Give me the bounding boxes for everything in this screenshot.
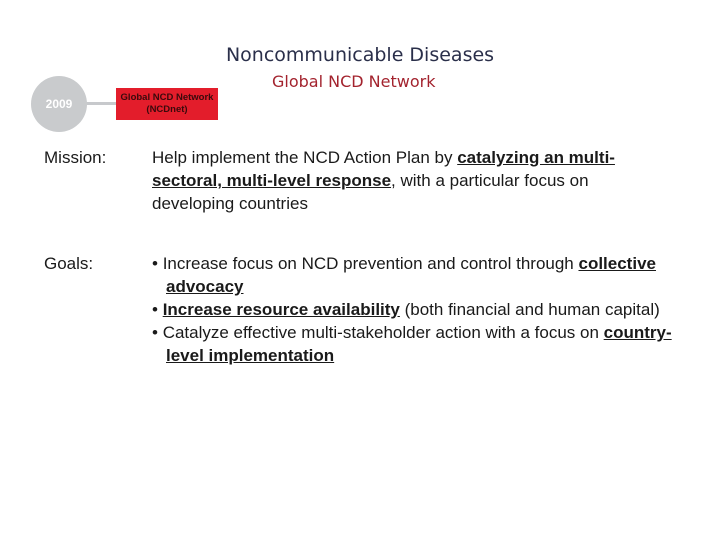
mission-text-start: Help implement the NCD Action Plan by xyxy=(152,148,458,167)
timeline-connector xyxy=(84,102,118,105)
network-badge-abbrev: (NCDnet) xyxy=(146,104,188,115)
network-badge xyxy=(116,88,218,120)
goals-label: Goals: xyxy=(44,254,94,273)
goal-emphasis: collective advocacy xyxy=(166,254,656,296)
mission-text xyxy=(152,146,672,215)
mission-label: Mission: xyxy=(44,148,107,167)
goal-emphasis: country-level implementation xyxy=(166,323,672,365)
slide-subtitle: Global NCD Network xyxy=(272,72,436,91)
goal-item xyxy=(152,321,672,367)
mission-text-end: , with a particular focus on developing countries xyxy=(152,171,589,213)
goal-emphasis: Increase resource availability xyxy=(162,300,400,319)
goal-item xyxy=(152,252,672,298)
year-circle xyxy=(31,76,87,132)
goal-text: (both financial and human capital) xyxy=(399,300,660,319)
slide-title: Noncommunicable Diseases xyxy=(225,44,495,66)
network-badge-name: Global NCD Network xyxy=(120,92,214,103)
goal-text: Increase focus on NCD prevention and control through xyxy=(162,254,579,273)
mission-emphasis: catalyzing an multi-sectoral, multi-level response xyxy=(152,148,615,190)
goal-text: Catalyze effective multi-stakeholder action with a focus on xyxy=(162,323,604,342)
year-label: 2009 xyxy=(45,97,73,111)
goals-list xyxy=(152,252,672,367)
goal-item xyxy=(152,298,672,321)
